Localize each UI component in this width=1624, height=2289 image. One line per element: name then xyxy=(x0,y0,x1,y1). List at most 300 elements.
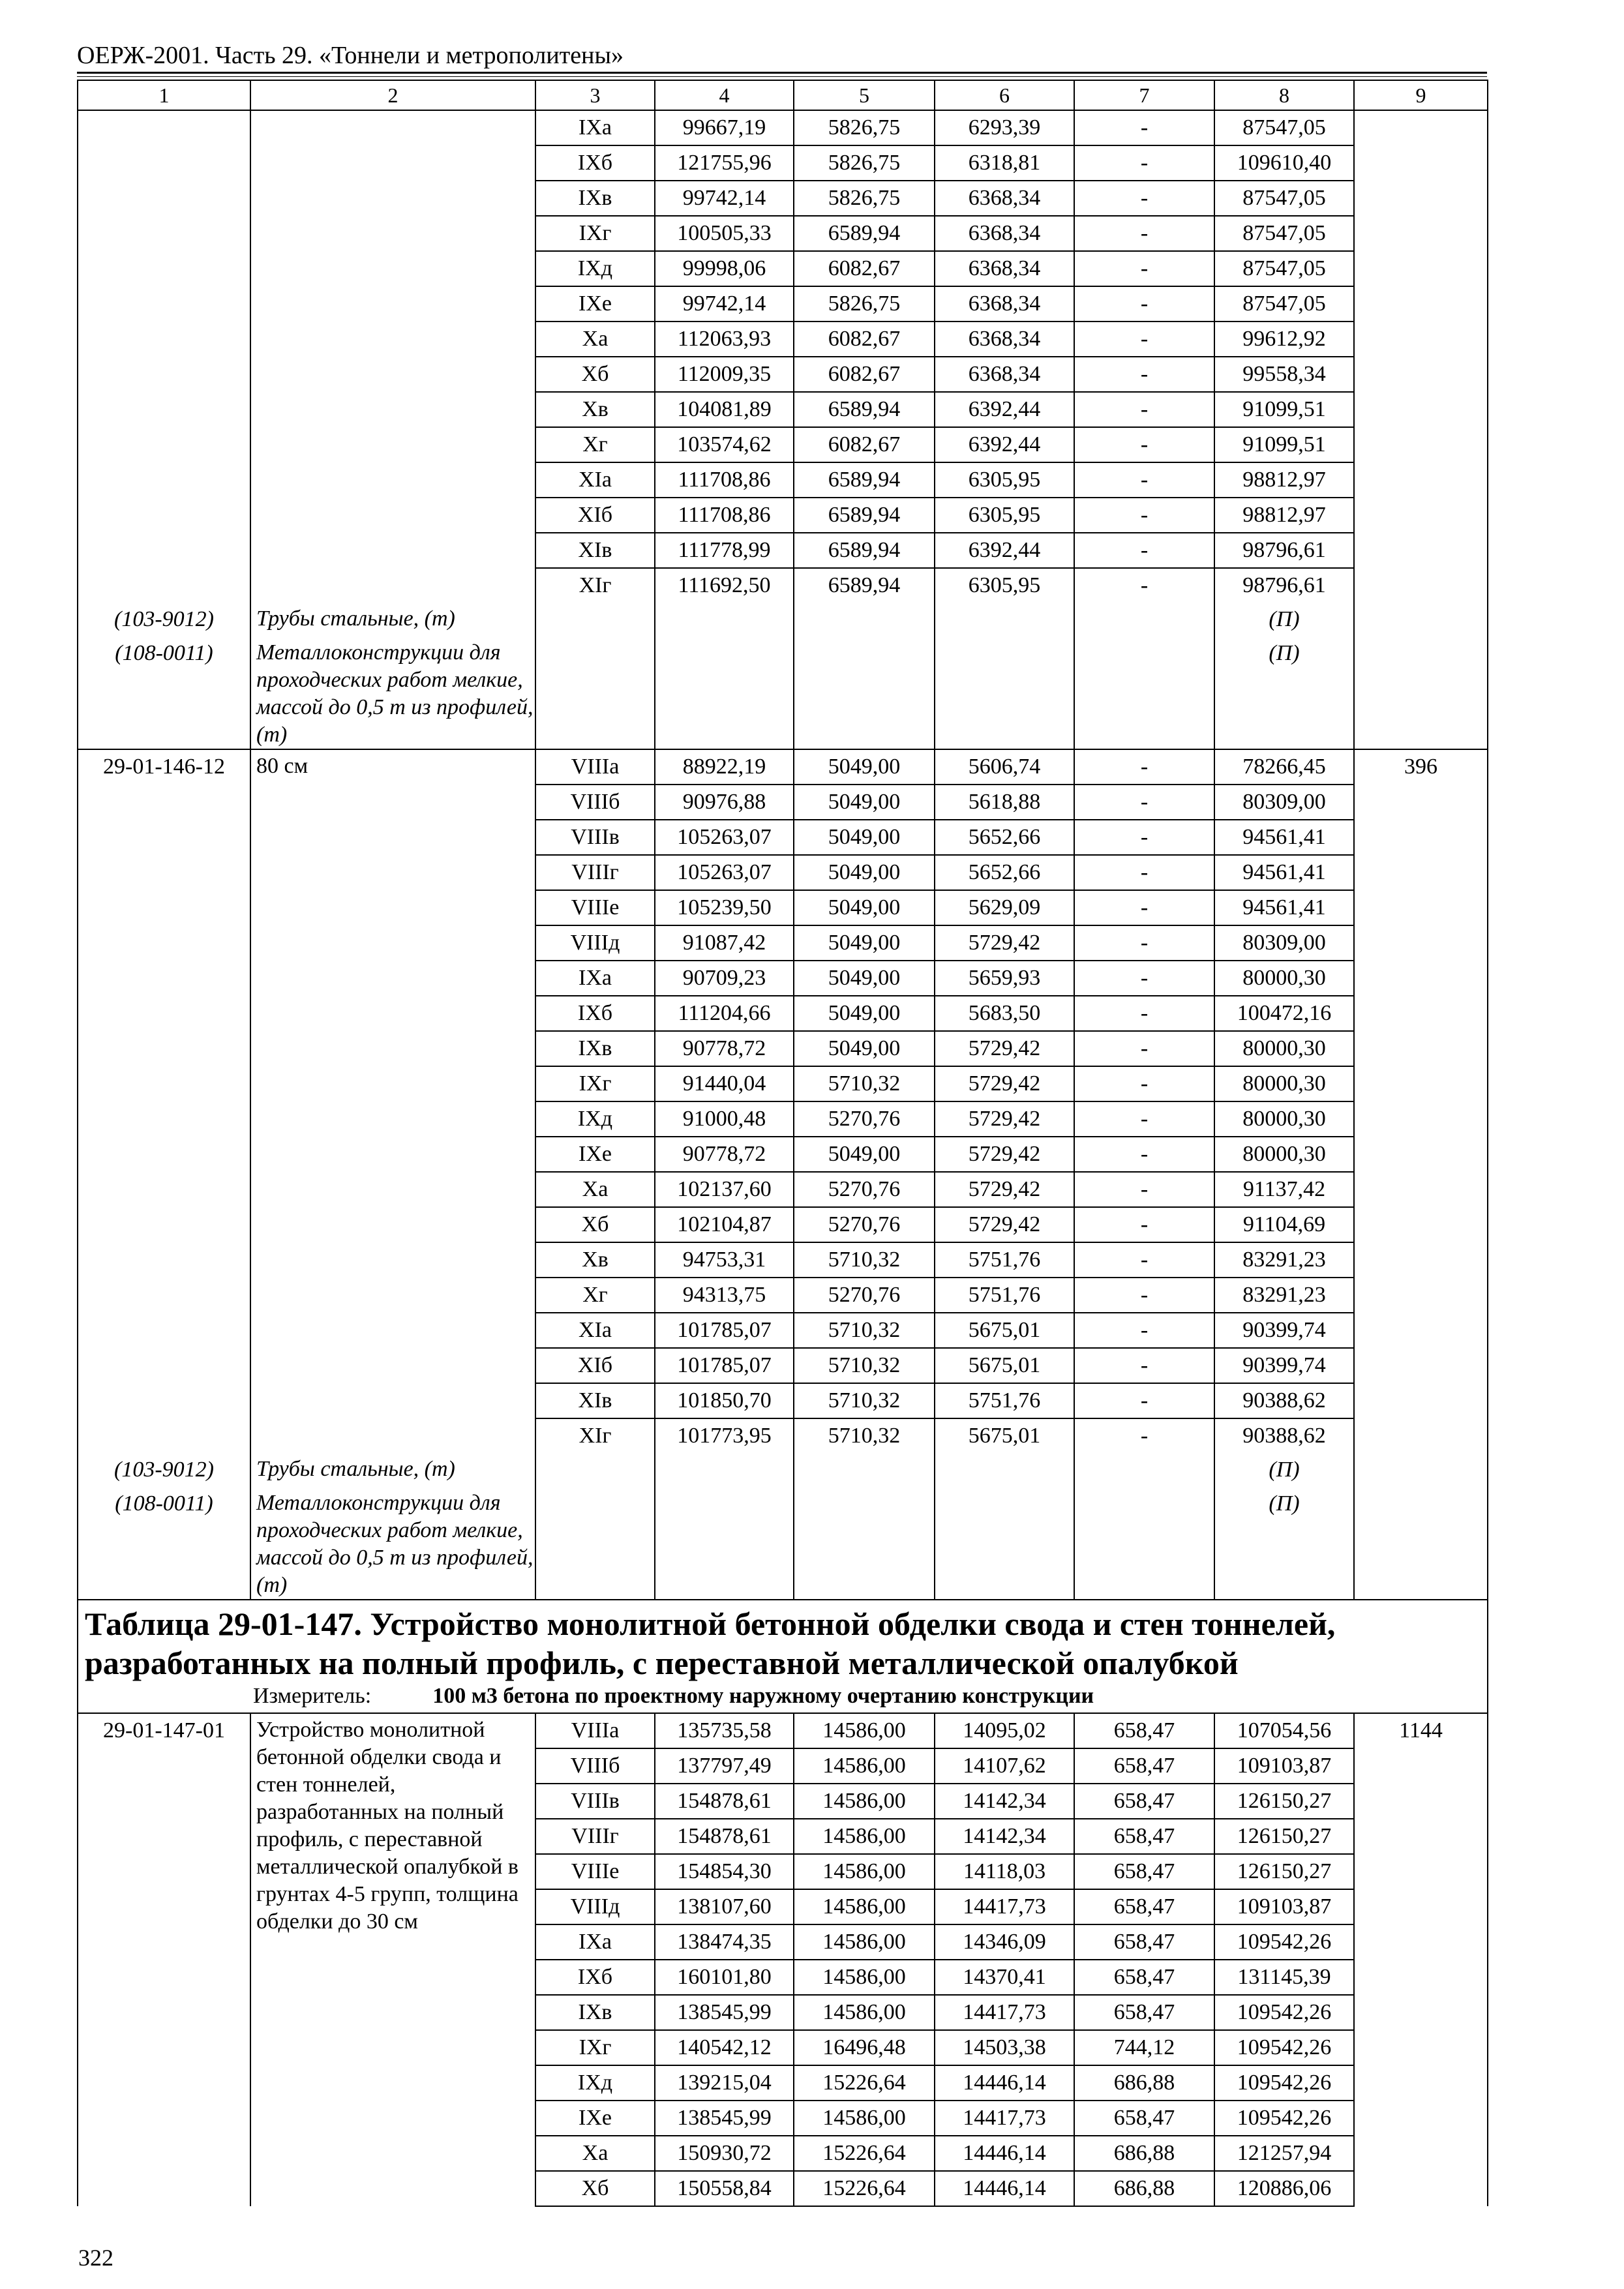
direct-cost: 111692,50 xyxy=(655,568,794,603)
materials-cost: 80000,30 xyxy=(1214,1066,1354,1101)
empty-cell xyxy=(935,636,1074,749)
machinists-wages: - xyxy=(1074,1313,1214,1348)
machine-cost: 5652,66 xyxy=(935,855,1074,890)
labor-wages: 5826,75 xyxy=(794,181,935,216)
direct-cost: 150930,72 xyxy=(655,2136,794,2171)
materials-cost: 83291,23 xyxy=(1214,1278,1354,1313)
labor-wages: 5270,76 xyxy=(794,1278,935,1313)
labor-wages: 14586,00 xyxy=(794,1819,935,1854)
materials-cost: 109542,26 xyxy=(1214,2030,1354,2065)
direct-cost: 91000,48 xyxy=(655,1101,794,1137)
machinists-wages: - xyxy=(1074,1418,1214,1453)
labor-wages: 14586,00 xyxy=(794,1748,935,1784)
empty-cell xyxy=(935,603,1074,636)
materials-cost: 91137,42 xyxy=(1214,1172,1354,1207)
soil-category: VIIIг xyxy=(535,855,655,890)
machinists-wages: 686,88 xyxy=(1074,2136,1214,2171)
soil-category: Xб xyxy=(535,1207,655,1242)
direct-cost: 90976,88 xyxy=(655,785,794,820)
soil-category: IXд xyxy=(535,1101,655,1137)
column-number: 3 xyxy=(535,80,655,110)
labor-wages: 6082,67 xyxy=(794,251,935,286)
materials-cost: 109103,87 xyxy=(1214,1889,1354,1924)
soil-category: Xa xyxy=(535,2136,655,2171)
materials-cost: 120886,06 xyxy=(1214,2171,1354,2206)
labor-wages: 5710,32 xyxy=(794,1418,935,1453)
direct-cost: 140542,12 xyxy=(655,2030,794,2065)
item-description: Устройство монолитной бетонной обделки свода и стен тоннелей, разработанных на полный профиль, с переставной металлической опалубкой в грунтах 4-5 групп, толщина обделки до 30 см xyxy=(250,1713,535,2206)
materials-cost: 98812,97 xyxy=(1214,462,1354,498)
machinists-wages: - xyxy=(1074,427,1214,462)
machine-cost: 5659,93 xyxy=(935,961,1074,996)
direct-cost: 105239,50 xyxy=(655,890,794,925)
direct-cost: 121755,96 xyxy=(655,145,794,181)
machine-cost: 5729,42 xyxy=(935,925,1074,961)
soil-category: VIIIд xyxy=(535,925,655,961)
resource-mark: (П) xyxy=(1214,1453,1354,1487)
direct-cost: 88922,19 xyxy=(655,749,794,785)
empty-cell xyxy=(1074,603,1214,636)
machine-cost: 14417,73 xyxy=(935,1995,1074,2030)
soil-category: IXв xyxy=(535,1031,655,1066)
resource-row xyxy=(78,1453,1488,1487)
column-number: 5 xyxy=(794,80,935,110)
machine-cost: 6305,95 xyxy=(935,462,1074,498)
machinists-wages: - xyxy=(1074,498,1214,533)
rates-table xyxy=(77,80,1488,2207)
materials-cost: 94561,41 xyxy=(1214,890,1354,925)
machine-cost: 5729,42 xyxy=(935,1207,1074,1242)
machinists-wages: 658,47 xyxy=(1074,1854,1214,1889)
empty-cell xyxy=(1074,1487,1214,1600)
labor-wages: 5049,00 xyxy=(794,961,935,996)
direct-cost: 105263,07 xyxy=(655,820,794,855)
direct-cost: 90709,23 xyxy=(655,961,794,996)
machine-cost: 14095,02 xyxy=(935,1713,1074,1748)
direct-cost: 91087,42 xyxy=(655,925,794,961)
resource-mark: (П) xyxy=(1214,1487,1354,1600)
materials-cost: 90399,74 xyxy=(1214,1348,1354,1383)
machine-cost: 6368,34 xyxy=(935,357,1074,392)
labor-wages: 15226,64 xyxy=(794,2065,935,2101)
labor-wages: 5049,00 xyxy=(794,855,935,890)
labor-wages: 5049,00 xyxy=(794,1137,935,1172)
header-rule xyxy=(77,72,1487,74)
materials-cost: 98812,97 xyxy=(1214,498,1354,533)
soil-category: Xв xyxy=(535,392,655,427)
column-number-row xyxy=(78,80,1488,110)
labor-wages: 6589,94 xyxy=(794,568,935,603)
machinists-wages: - xyxy=(1074,1242,1214,1278)
resource-mark: (П) xyxy=(1214,636,1354,749)
materials-cost: 87547,05 xyxy=(1214,110,1354,145)
machinists-wages: - xyxy=(1074,1172,1214,1207)
soil-category: XIa xyxy=(535,1313,655,1348)
machine-cost: 6392,44 xyxy=(935,533,1074,568)
machine-cost: 5606,74 xyxy=(935,749,1074,785)
direct-cost: 99667,19 xyxy=(655,110,794,145)
soil-category: IXб xyxy=(535,996,655,1031)
machine-cost: 5675,01 xyxy=(935,1313,1074,1348)
machinists-wages: - xyxy=(1074,392,1214,427)
machine-cost: 6305,95 xyxy=(935,498,1074,533)
direct-cost: 111204,66 xyxy=(655,996,794,1031)
direct-cost: 102104,87 xyxy=(655,1207,794,1242)
materials-cost: 99612,92 xyxy=(1214,322,1354,357)
rates-table-body xyxy=(78,80,1488,2206)
empty-cell xyxy=(935,1487,1074,1600)
labor-wages: 5270,76 xyxy=(794,1172,935,1207)
direct-cost: 150558,84 xyxy=(655,2171,794,2206)
soil-category: IXб xyxy=(535,145,655,181)
machine-cost: 5629,09 xyxy=(935,890,1074,925)
machinists-wages: 658,47 xyxy=(1074,1960,1214,1995)
resource-code: (108-0011) xyxy=(78,1487,250,1600)
materials-cost: 80309,00 xyxy=(1214,785,1354,820)
resource-name: Металлоконструкции для проходческих работ мелкие, массой до 0,5 т из профилей, (т) xyxy=(250,1487,535,1600)
labor-wages: 5710,32 xyxy=(794,1066,935,1101)
empty-cell xyxy=(794,1453,935,1487)
direct-cost: 139215,04 xyxy=(655,2065,794,2101)
soil-category: IXв xyxy=(535,181,655,216)
machine-cost: 6368,34 xyxy=(935,286,1074,322)
materials-cost: 126150,27 xyxy=(1214,1854,1354,1889)
soil-category: XIг xyxy=(535,1418,655,1453)
machine-cost: 5675,01 xyxy=(935,1418,1074,1453)
soil-category: VIIIд xyxy=(535,1889,655,1924)
meter-value: 100 м3 бетона по проектному наружному очертанию конструкции xyxy=(432,1684,1094,1708)
machinists-wages: - xyxy=(1074,1031,1214,1066)
machine-cost: 5751,76 xyxy=(935,1383,1074,1418)
labor-wages: 5270,76 xyxy=(794,1101,935,1137)
item-description: 80 см xyxy=(250,749,535,1453)
labor-wages: 6589,94 xyxy=(794,533,935,568)
direct-cost: 135735,58 xyxy=(655,1713,794,1748)
machinists-wages: - xyxy=(1074,1101,1214,1137)
resource-mark: (П) xyxy=(1214,603,1354,636)
soil-category: IXг xyxy=(535,216,655,251)
labor-wages: 15226,64 xyxy=(794,2136,935,2171)
machine-cost: 5729,42 xyxy=(935,1066,1074,1101)
materials-cost: 87547,05 xyxy=(1214,286,1354,322)
item-code: 29-01-146-12 xyxy=(78,749,250,1453)
soil-category: Xб xyxy=(535,357,655,392)
machinists-wages: - xyxy=(1074,533,1214,568)
labor-wages: 6082,67 xyxy=(794,357,935,392)
labor-wages: 14586,00 xyxy=(794,1960,935,1995)
labor-wages: 5049,00 xyxy=(794,820,935,855)
soil-category: Xг xyxy=(535,427,655,462)
machine-cost: 14503,38 xyxy=(935,2030,1074,2065)
materials-cost: 87547,05 xyxy=(1214,251,1354,286)
labor-wages: 5710,32 xyxy=(794,1383,935,1418)
empty-cell xyxy=(655,636,794,749)
direct-cost: 90778,72 xyxy=(655,1137,794,1172)
machinists-wages: - xyxy=(1074,1383,1214,1418)
machine-cost: 6368,34 xyxy=(935,251,1074,286)
labor-wages: 5049,00 xyxy=(794,925,935,961)
table-caption-row xyxy=(78,1600,1488,1713)
direct-cost: 138474,35 xyxy=(655,1924,794,1960)
direct-cost: 111778,99 xyxy=(655,533,794,568)
soil-category: IXе xyxy=(535,1137,655,1172)
materials-cost: 91099,51 xyxy=(1214,392,1354,427)
labor-wages: 6589,94 xyxy=(794,216,935,251)
materials-cost: 109542,26 xyxy=(1214,2065,1354,2101)
column-number: 2 xyxy=(250,80,535,110)
machinists-wages: - xyxy=(1074,251,1214,286)
labor-wages: 6589,94 xyxy=(794,392,935,427)
machinists-wages: 686,88 xyxy=(1074,2065,1214,2101)
machine-cost: 5729,42 xyxy=(935,1031,1074,1066)
labor-wages: 14586,00 xyxy=(794,1713,935,1748)
direct-cost: 101773,95 xyxy=(655,1418,794,1453)
direct-cost: 154878,61 xyxy=(655,1784,794,1819)
soil-category: Xб xyxy=(535,2171,655,2206)
materials-cost: 98796,61 xyxy=(1214,533,1354,568)
labor-wages: 5049,00 xyxy=(794,890,935,925)
direct-cost: 138107,60 xyxy=(655,1889,794,1924)
labor-wages: 14586,00 xyxy=(794,1995,935,2030)
materials-cost: 109103,87 xyxy=(1214,1748,1354,1784)
resource-code: (108-0011) xyxy=(78,636,250,749)
machine-cost: 6368,34 xyxy=(935,322,1074,357)
machine-cost: 5751,76 xyxy=(935,1278,1074,1313)
soil-category: VIIIе xyxy=(535,890,655,925)
direct-cost: 99998,06 xyxy=(655,251,794,286)
machinists-wages: 658,47 xyxy=(1074,1713,1214,1748)
materials-cost: 99558,34 xyxy=(1214,357,1354,392)
meter-label: Измеритель: xyxy=(253,1684,372,1708)
direct-cost: 138545,99 xyxy=(655,2101,794,2136)
empty-cell xyxy=(655,603,794,636)
empty-cell xyxy=(794,1487,935,1600)
soil-category: IXе xyxy=(535,2101,655,2136)
machinists-wages: 658,47 xyxy=(1074,1748,1214,1784)
materials-cost: 94561,41 xyxy=(1214,820,1354,855)
machinists-wages: - xyxy=(1074,1207,1214,1242)
machinists-wages: - xyxy=(1074,749,1214,785)
machinists-wages: 658,47 xyxy=(1074,1819,1214,1854)
soil-category: XIб xyxy=(535,498,655,533)
machinists-wages: - xyxy=(1074,785,1214,820)
materials-cost: 80000,30 xyxy=(1214,961,1354,996)
machinists-wages: - xyxy=(1074,1137,1214,1172)
materials-cost: 91099,51 xyxy=(1214,427,1354,462)
labor-wages: 5710,32 xyxy=(794,1242,935,1278)
soil-category: IXг xyxy=(535,1066,655,1101)
table-row xyxy=(78,1713,1488,1748)
empty-cell xyxy=(794,636,935,749)
machinists-wages: - xyxy=(1074,568,1214,603)
machine-cost: 5618,88 xyxy=(935,785,1074,820)
machine-cost: 14107,62 xyxy=(935,1748,1074,1784)
labor-wages: 6589,94 xyxy=(794,462,935,498)
resource-row xyxy=(78,636,1488,749)
column-number: 9 xyxy=(1354,80,1488,110)
soil-category: Xa xyxy=(535,1172,655,1207)
direct-cost: 111708,86 xyxy=(655,462,794,498)
materials-cost: 100472,16 xyxy=(1214,996,1354,1031)
materials-cost: 126150,27 xyxy=(1214,1819,1354,1854)
table-title: Таблица 29-01-147. Устройство монолитной бетонной обделки свода и стен тоннелей, разработанных на полный профиль, с переставной металлической опалубкой xyxy=(85,1606,1336,1681)
machine-cost: 14446,14 xyxy=(935,2136,1074,2171)
labor-wages: 5049,00 xyxy=(794,996,935,1031)
labor-wages: 15226,64 xyxy=(794,2171,935,2206)
direct-cost: 160101,80 xyxy=(655,1960,794,1995)
soil-category: IXе xyxy=(535,286,655,322)
machinists-wages: 658,47 xyxy=(1074,1784,1214,1819)
materials-cost: 109610,40 xyxy=(1214,145,1354,181)
labor-wages: 5710,32 xyxy=(794,1348,935,1383)
column-number: 6 xyxy=(935,80,1074,110)
direct-cost: 154878,61 xyxy=(655,1819,794,1854)
column-number: 4 xyxy=(655,80,794,110)
empty-cell xyxy=(535,636,655,749)
materials-cost: 87547,05 xyxy=(1214,216,1354,251)
machine-cost: 14346,09 xyxy=(935,1924,1074,1960)
labor-hours: 396 xyxy=(1354,749,1488,1600)
labor-wages: 5826,75 xyxy=(794,110,935,145)
machinists-wages: - xyxy=(1074,890,1214,925)
machine-cost: 6368,34 xyxy=(935,181,1074,216)
machine-cost: 6392,44 xyxy=(935,427,1074,462)
materials-cost: 121257,94 xyxy=(1214,2136,1354,2171)
header-rule-thin xyxy=(77,76,1487,77)
resource-row xyxy=(78,603,1488,636)
soil-category: VIIIв xyxy=(535,820,655,855)
machinists-wages: - xyxy=(1074,820,1214,855)
labor-wages: 14586,00 xyxy=(794,1854,935,1889)
soil-category: Xг xyxy=(535,1278,655,1313)
materials-cost: 131145,39 xyxy=(1214,1960,1354,1995)
materials-cost: 107054,56 xyxy=(1214,1713,1354,1748)
machinists-wages: - xyxy=(1074,1278,1214,1313)
machine-cost: 6368,34 xyxy=(935,216,1074,251)
empty-cell xyxy=(655,1453,794,1487)
machinists-wages: - xyxy=(1074,1348,1214,1383)
labor-wages: 5826,75 xyxy=(794,286,935,322)
materials-cost: 80000,30 xyxy=(1214,1031,1354,1066)
machinists-wages: - xyxy=(1074,145,1214,181)
soil-category: VIIIг xyxy=(535,1819,655,1854)
labor-wages: 14586,00 xyxy=(794,2101,935,2136)
machine-cost: 14446,14 xyxy=(935,2065,1074,2101)
labor-wages: 14586,00 xyxy=(794,1889,935,1924)
machinists-wages: - xyxy=(1074,322,1214,357)
machine-cost: 6293,39 xyxy=(935,110,1074,145)
direct-cost: 91440,04 xyxy=(655,1066,794,1101)
materials-cost: 90399,74 xyxy=(1214,1313,1354,1348)
materials-cost: 83291,23 xyxy=(1214,1242,1354,1278)
machine-cost: 6305,95 xyxy=(935,568,1074,603)
machinists-wages: 686,88 xyxy=(1074,2171,1214,2206)
labor-wages: 6589,94 xyxy=(794,498,935,533)
soil-category: Xв xyxy=(535,1242,655,1278)
direct-cost: 99742,14 xyxy=(655,181,794,216)
labor-hours: 1144 xyxy=(1354,1713,1488,2206)
table-meter xyxy=(85,1683,1481,1713)
column-number: 1 xyxy=(78,80,250,110)
resource-name: Металлоконструкции для проходческих работ мелкие, массой до 0,5 т из профилей, (т) xyxy=(250,636,535,749)
materials-cost: 78266,45 xyxy=(1214,749,1354,785)
table-row xyxy=(78,110,1488,145)
machinists-wages: - xyxy=(1074,357,1214,392)
soil-category: IXб xyxy=(535,1960,655,1995)
machinists-wages: - xyxy=(1074,1066,1214,1101)
machinists-wages: - xyxy=(1074,961,1214,996)
labor-wages: 16496,48 xyxy=(794,2030,935,2065)
soil-category: IXa xyxy=(535,1924,655,1960)
empty-cell xyxy=(794,603,935,636)
empty-cell xyxy=(1074,1453,1214,1487)
direct-cost: 112063,93 xyxy=(655,322,794,357)
machinists-wages: - xyxy=(1074,925,1214,961)
soil-category: IXд xyxy=(535,2065,655,2101)
materials-cost: 126150,27 xyxy=(1214,1784,1354,1819)
column-number: 7 xyxy=(1074,80,1214,110)
machinists-wages: - xyxy=(1074,462,1214,498)
materials-cost: 109542,26 xyxy=(1214,2101,1354,2136)
labor-wages: 5710,32 xyxy=(794,1313,935,1348)
soil-category: IXг xyxy=(535,2030,655,2065)
soil-category: IXд xyxy=(535,251,655,286)
item-desc-cell xyxy=(250,110,535,603)
labor-hours-cell xyxy=(1354,110,1488,749)
direct-cost: 104081,89 xyxy=(655,392,794,427)
machinists-wages: - xyxy=(1074,216,1214,251)
machinists-wages: - xyxy=(1074,855,1214,890)
soil-category: VIIIб xyxy=(535,1748,655,1784)
materials-cost: 80000,30 xyxy=(1214,1137,1354,1172)
direct-cost: 99742,14 xyxy=(655,286,794,322)
empty-cell xyxy=(535,1453,655,1487)
resource-name: Трубы стальные, (т) xyxy=(250,603,535,636)
materials-cost: 109542,26 xyxy=(1214,1995,1354,2030)
soil-category: IXa xyxy=(535,961,655,996)
machine-cost: 14417,73 xyxy=(935,1889,1074,1924)
machine-cost: 14142,34 xyxy=(935,1819,1074,1854)
labor-wages: 6082,67 xyxy=(794,322,935,357)
soil-category: VIIIa xyxy=(535,1713,655,1748)
machine-cost: 14417,73 xyxy=(935,2101,1074,2136)
labor-wages: 5826,75 xyxy=(794,145,935,181)
machinists-wages: 658,47 xyxy=(1074,1995,1214,2030)
machine-cost: 5729,42 xyxy=(935,1137,1074,1172)
machinists-wages: 658,47 xyxy=(1074,1924,1214,1960)
machine-cost: 14142,34 xyxy=(935,1784,1074,1819)
machine-cost: 5751,76 xyxy=(935,1242,1074,1278)
resource-code: (103-9012) xyxy=(78,603,250,636)
machine-cost: 14446,14 xyxy=(935,2171,1074,2206)
direct-cost: 90778,72 xyxy=(655,1031,794,1066)
soil-category: XIa xyxy=(535,462,655,498)
machinists-wages: - xyxy=(1074,181,1214,216)
empty-cell xyxy=(1074,636,1214,749)
soil-category: XIв xyxy=(535,533,655,568)
soil-category: VIIIa xyxy=(535,749,655,785)
direct-cost: 105263,07 xyxy=(655,855,794,890)
materials-cost: 91104,69 xyxy=(1214,1207,1354,1242)
machine-cost: 5683,50 xyxy=(935,996,1074,1031)
materials-cost: 90388,62 xyxy=(1214,1418,1354,1453)
soil-category: VIIIб xyxy=(535,785,655,820)
direct-cost: 102137,60 xyxy=(655,1172,794,1207)
soil-category: XIб xyxy=(535,1348,655,1383)
soil-category: Xa xyxy=(535,322,655,357)
page-header: ОЕРЖ-2001. Часть 29. «Тоннели и метрополитены» xyxy=(77,42,624,69)
machinists-wages: 744,12 xyxy=(1074,2030,1214,2065)
